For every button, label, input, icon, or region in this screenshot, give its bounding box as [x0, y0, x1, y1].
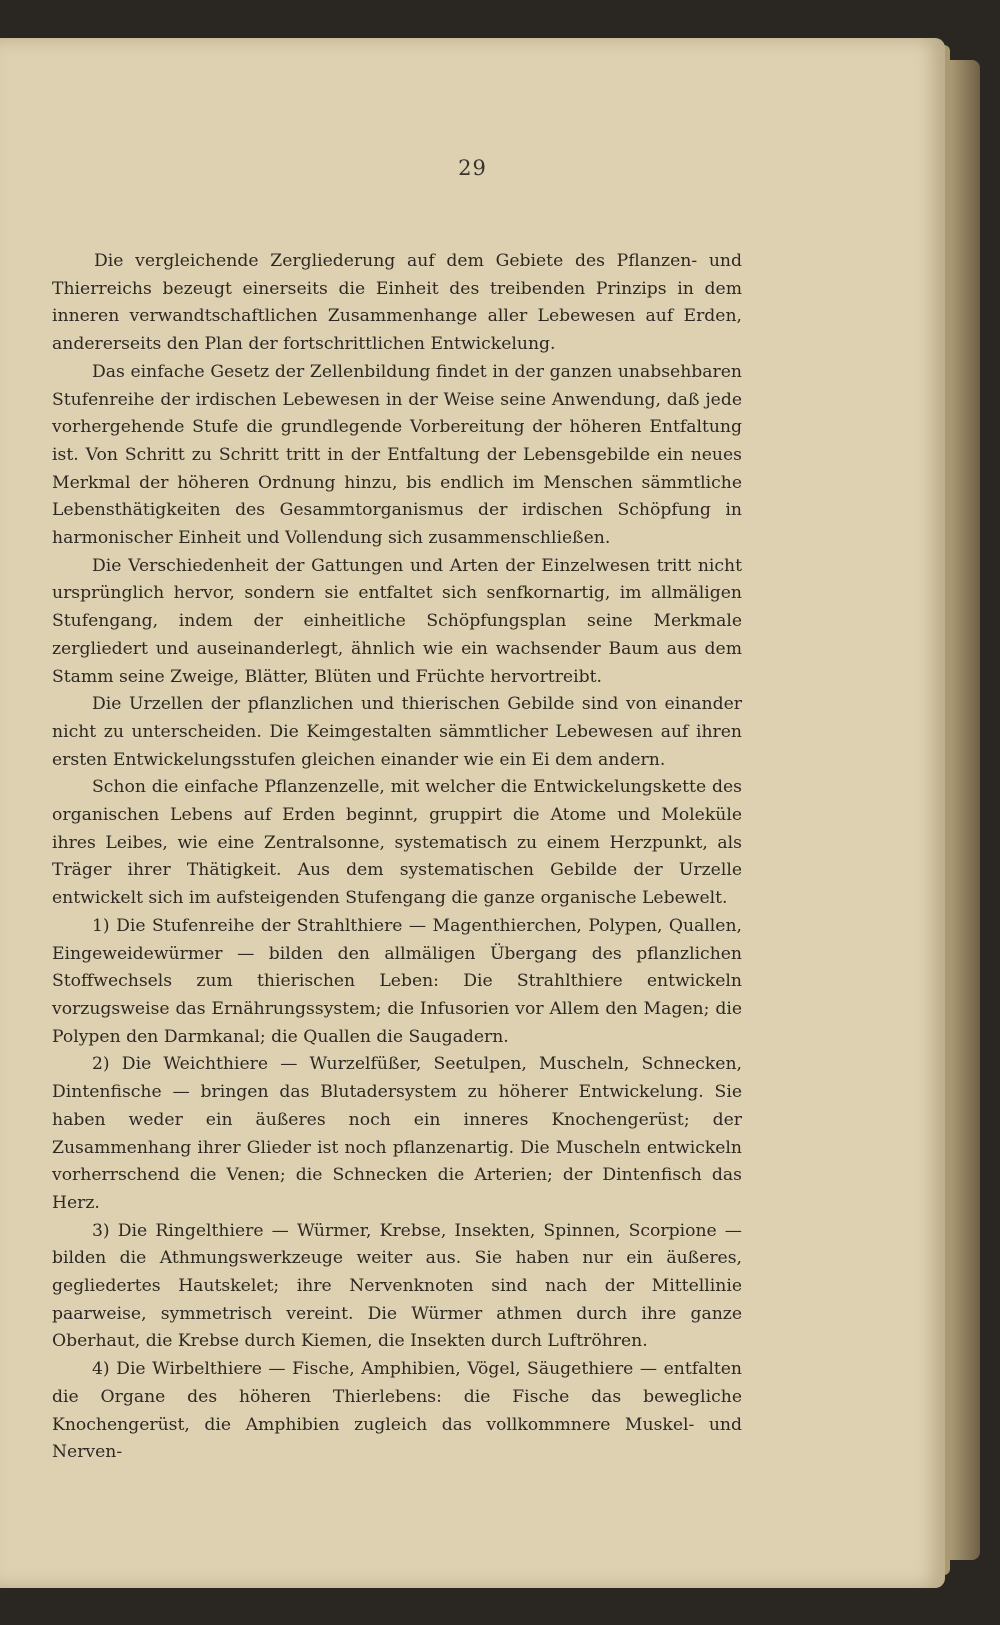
paragraph: Schon die einfache Pflanzenzelle, mit welcher die Entwickelungskette des organischen Lebens auf Erden beginnt, gruppirt die Atome und Moleküle ihres Leibes, wie eine Zentralsonne, systematisch zu einem Herzpunkt, als Träger ihrer Thätigkeit. Aus dem systematischen Gebilde der Urzelle entwickelt sich im aufsteigenden Stufengang die ganze organische Lebewelt. — [52, 777, 742, 909]
paragraph-list-item-1: 1) Die Stufenreihe der Strahlthiere — Magenthierchen, Polypen, Quallen, Eingeweidewürmer — bilden den allmäligen Übergang des pflanzlichen Stoffwechsels zum thierischen Leben: Die Strahlthiere entwickeln vorzugsweise das Ernährungssystem; die Infusorien vor Allem den Magen; die Polypen den Darmkanal; die Quallen die Saugadern. — [52, 915, 742, 1047]
paragraph: Die vergleichende Zergliederung auf dem Gebiete des Pflanzen- und Thierreichs bezeugt einerseits die Einheit des treibenden Prinzips in dem inneren verwandtschaftlichen Zusammenhange aller Lebewesen auf Erden, andererseits den Plan der fortschrittlichen Entwickelung. — [52, 251, 742, 355]
book-page — [0, 38, 945, 1588]
paragraph-list-item-4: 4) Die Wirbelthiere — Fische, Amphibien, Vögel, Säugethiere — entfalten die Organe des höheren Thierlebens: die Fische das bewegliche Knochengerüst, die Amphibien zugleich das vollkommnere Muskel- und Nerven- — [52, 1359, 742, 1463]
paragraph: Die Verschiedenheit der Gattungen und Arten der Einzelwesen tritt nicht ursprünglich hervor, sondern sie entfaltet sich senfkornartig, im allmäligen Stufengang, indem der einheitliche Schöpfungsplan seine Merkmale zergliedert und auseinanderlegt, ähnlich wie ein wachsender Baum aus dem Stamm seine Zweige, Blätter, Blüten und Früchte hervortreibt. — [52, 555, 742, 687]
paragraph: Die Urzellen der pflanzlichen und thierischen Gebilde sind von einander nicht zu unterscheiden. Die Keimgestalten sämmtlicher Lebewesen auf ihren ersten Entwickelungsstufen gleichen einander wie ein Ei dem andern. — [52, 694, 742, 770]
paragraph-list-item-3: 3) Die Ringelthiere — Würmer, Krebse, Insekten, Spinnen, Scorpione — bilden die Athmungswerkzeuge weiter aus. Sie haben nur ein äußeres, gegliedertes Hautskelet; ihre Nervenknoten sind nach der Mittellinie paarweise, symmetrisch vereint. Die Würmer athmen durch ihre ganze Oberhaut, die Krebse durch Kiemen, die Insekten durch Luftröhren. — [52, 1220, 742, 1352]
page-number: 29 — [458, 156, 487, 180]
paragraph: Das einfache Gesetz der Zellenbildung findet in der ganzen unabsehbaren Stufenreihe der irdischen Lebewesen in der Weise seine Anwendung, daß jede vorhergehende Stufe die grundlegende Vorbereitung der höheren Entfaltung ist. Von Schritt zu Schritt tritt in der Entfaltung der Lebensgebilde ein neues Merkmal der höheren Ordnung hinzu, bis endlich im Menschen sämmtliche Lebensthätigkeiten des Gesammtorganismus der irdischen Schöpfung in harmonischer Einheit und Vollendung sich zusammenschließen. — [52, 361, 742, 549]
paragraph-list-item-2: 2) Die Weichthiere — Wurzelfüßer, Seetulpen, Muscheln, Schnecken, Dintenfische — bringen das Blutadersystem zu höherer Entwickelung. Sie haben weder ein äußeres noch ein inneres Knochengerüst; der Zusammenhang ihrer Glieder ist noch pflanzenartig. Die Muscheln entwickeln vorherrschend die Venen; die Schnecken die Arterien; der Dintenfisch das Herz. — [52, 1054, 742, 1213]
body-text — [52, 248, 742, 1467]
